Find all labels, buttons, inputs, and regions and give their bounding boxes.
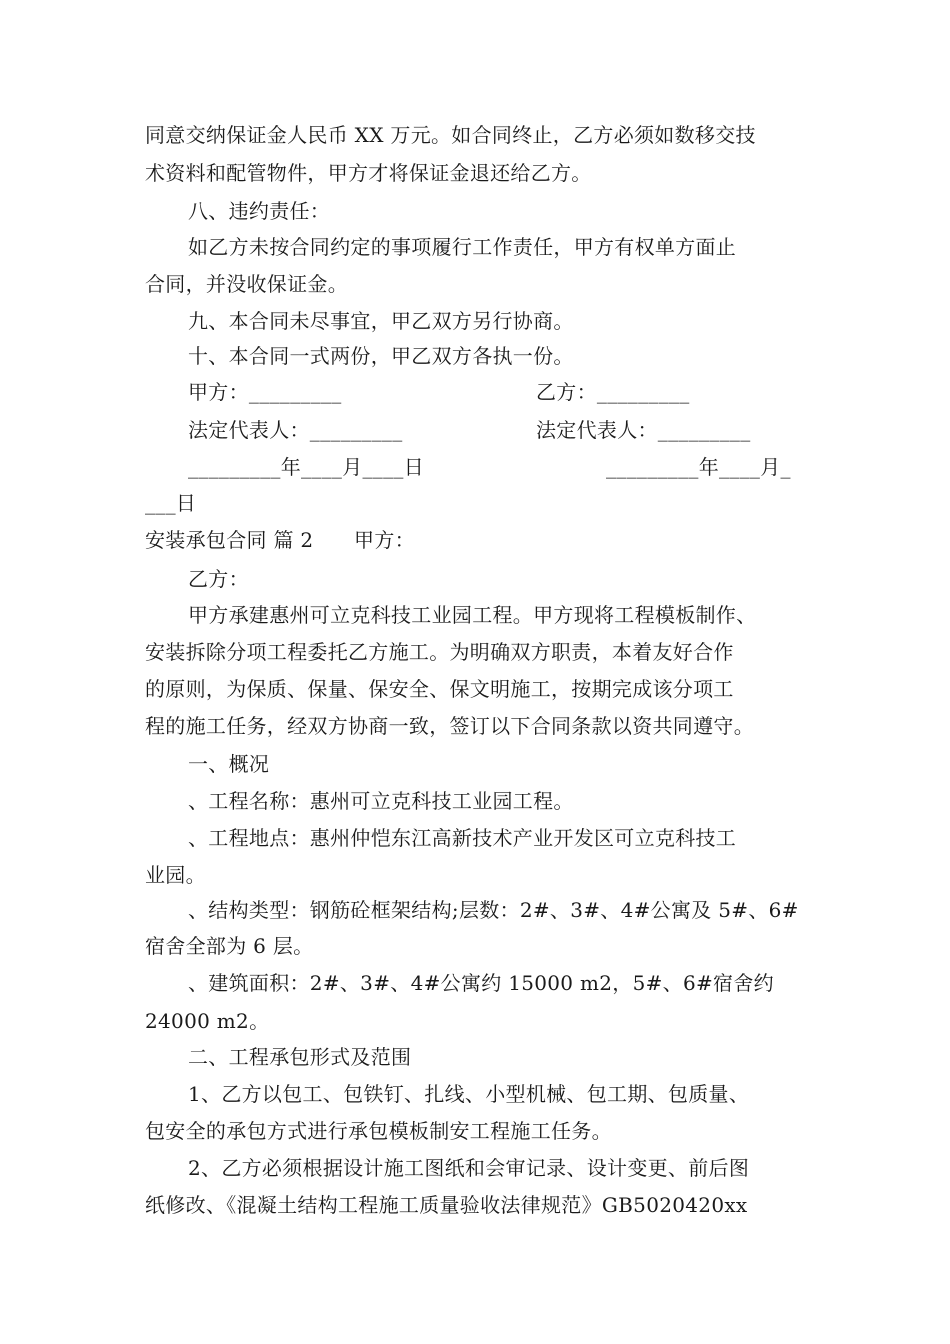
text-line: 2、乙方必须根据设计施工图纸和会审记录、设计变更、前后图 bbox=[188, 1156, 750, 1180]
text-line: 九、本合同未尽事宜，甲乙双方另行协商。 bbox=[188, 309, 574, 333]
party-a-signature: 甲方：_________ bbox=[188, 380, 342, 404]
text-line: 包安全的承包方式进行承包模板制安工程施工任务。 bbox=[145, 1119, 612, 1143]
text-line: 、建筑面积：2#、3#、4#公寓约 15000 m2，5#、6#宿舍约 bbox=[188, 971, 774, 995]
party-b-representative: 法定代表人：_________ bbox=[536, 418, 751, 442]
text-line: 合同，并没收保证金。 bbox=[145, 272, 348, 296]
text-line: 业园。 bbox=[145, 863, 206, 887]
contract-title: 安装承包合同 篇 2 甲方： bbox=[145, 528, 415, 552]
text-line: 甲方承建惠州可立克科技工业园工程。甲方现将工程模板制作、 bbox=[188, 603, 757, 627]
text-line: 十、本合同一式两份，甲乙双方各执一份。 bbox=[188, 344, 574, 368]
text-line: 24000 m2。 bbox=[145, 1009, 270, 1033]
text-line: 、工程地点：惠州仲恺东江高新技术产业开发区可立克科技工 bbox=[188, 826, 737, 850]
text-line: 1、乙方以包工、包铁钉、扎线、小型机械、包工期、包质量、 bbox=[188, 1082, 750, 1106]
text-line: 程的施工任务，经双方协商一致，签订以下合同条款以资共同遵守。 bbox=[145, 714, 754, 738]
section-heading: 二、工程承包形式及范围 bbox=[188, 1045, 412, 1069]
text-line: 、工程名称：惠州可立克科技工业园工程。 bbox=[188, 789, 574, 813]
text-line: 乙方： bbox=[188, 567, 249, 591]
text-line: 、结构类型：钢筋砼框架结构;层数：2#、3#、4#公寓及 5#、6# bbox=[188, 898, 799, 922]
section-heading: 一、概况 bbox=[188, 752, 270, 776]
text-line: 的原则，为保质、保量、保安全、保文明施工，按期完成该分项工 bbox=[145, 677, 734, 701]
party-b-signature: 乙方：_________ bbox=[536, 380, 690, 404]
text-line: 安装拆除分项工程委托乙方施工。为明确双方职责，本着友好合作 bbox=[145, 640, 734, 664]
section-heading: 八、违约责任： bbox=[188, 199, 331, 223]
text-line: ___日 bbox=[145, 491, 197, 515]
text-line: 术资料和配管物件，甲方才将保证金退还给乙方。 bbox=[145, 161, 592, 185]
text-line: 如乙方未按合同约定的事项履行工作责任，甲方有权单方面止 bbox=[188, 235, 737, 259]
party-a-date: _________年____月____日 bbox=[188, 455, 424, 479]
text-line: 宿舍全部为 6 层。 bbox=[145, 934, 314, 958]
text-line: 同意交纳保证金人民币 XX 万元。如合同终止，乙方必须如数移交技 bbox=[145, 123, 756, 147]
text-line: 纸修改、《混凝土结构工程施工质量验收法律规范》GB5020420xx bbox=[145, 1193, 748, 1217]
party-b-date: _________年____月_ bbox=[606, 455, 791, 479]
party-a-representative: 法定代表人：_________ bbox=[188, 418, 403, 442]
